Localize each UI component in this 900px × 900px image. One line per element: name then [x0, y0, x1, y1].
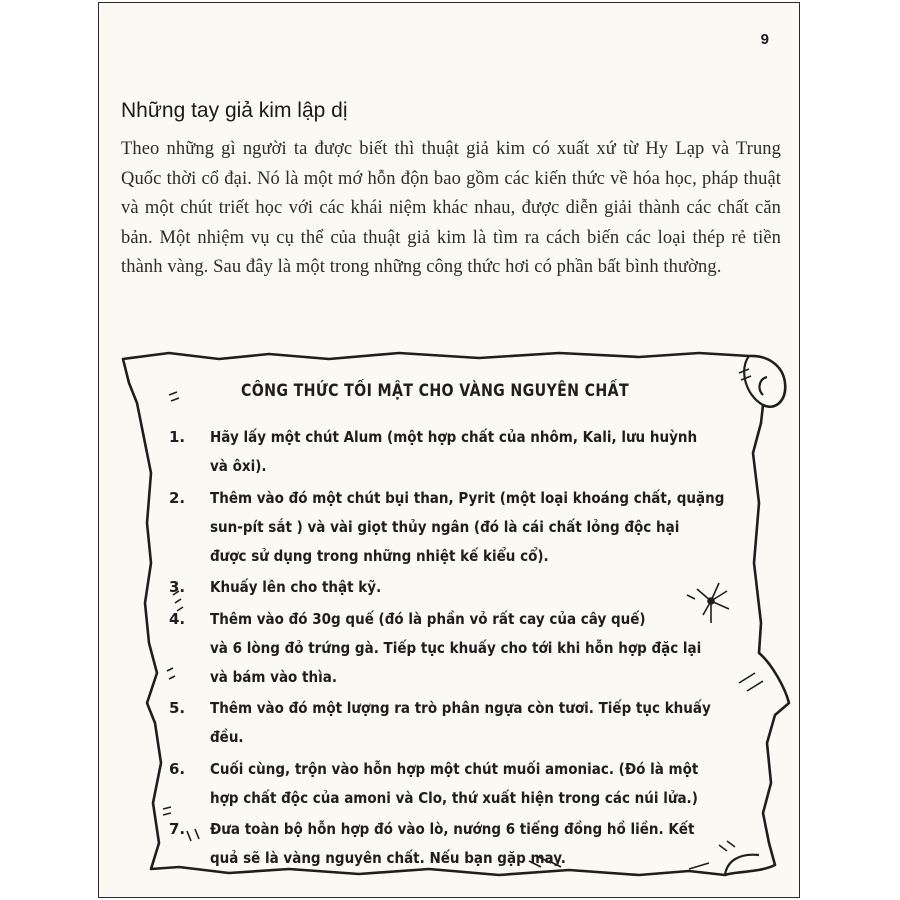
recipe-step	[169, 815, 729, 873]
step-line: và 6 lòng đỏ trứng gà. Tiếp tục khuấy cho tới khi hỗn hợp đặc lại	[210, 638, 702, 657]
intro-line: Lạp và Trung Quốc thời cổ đại. Nó là một mớ hỗn độn bao gồm các	[121, 139, 781, 189]
step-line: sun-pít sắt ) và vài giọt thủy ngân (đó là cái chất lỏng độc hại	[210, 517, 680, 536]
intro-line: thành vàng. Sau đây là một trong những công thức hơi có phần bất	[121, 257, 621, 277]
intro-line: Theo những gì người ta được biết thì thuật giả kim có xuất xứ từ Hy	[121, 139, 669, 159]
section-title: Những tay giả kim lập dị	[121, 99, 348, 122]
recipe-step	[169, 605, 729, 692]
step-line: Cuối cùng, trộn vào hỗn hợp một chút muối amoniac. (Đó là một	[210, 759, 699, 778]
recipe-step	[169, 484, 729, 571]
step-line: quả sẽ là vàng nguyên chất. Nếu bạn gặp may.	[210, 849, 566, 867]
book-page	[98, 2, 800, 898]
step-line: Khuấy lên cho thật kỹ.	[210, 578, 382, 596]
intro-line: vụ cụ thể của thuật giả kim là tìm ra cách biến các loại thép rẻ tiền	[250, 227, 781, 248]
step-number: 4.	[169, 609, 186, 628]
step-number: 6.	[169, 759, 186, 778]
step-line: và ôxi).	[210, 457, 267, 475]
recipe-step	[169, 694, 729, 752]
recipe-step	[169, 423, 729, 481]
step-line: Thêm vào đó 30g quế (đó là phần vỏ rất cay của cây quế)	[210, 609, 646, 628]
step-number: 2.	[169, 488, 186, 507]
intro-line: kiến thức về hóa học, pháp thuật và một chút triết học với các khái	[121, 168, 781, 218]
step-line: và bám vào thìa.	[210, 667, 337, 686]
recipe-step	[169, 755, 729, 813]
page-number: 9	[760, 31, 769, 48]
step-line: Thêm vào đó một lượng ra trò phân ngựa còn tươi. Tiếp tục khuấy đều.	[210, 699, 711, 746]
recipe-step	[169, 573, 729, 602]
step-line: hợp chất độc của amoni và Clo, thứ xuất hiện trong các núi lửa.)	[210, 788, 698, 807]
step-line: được sử dụng trong những nhiệt kế kiểu cổ).	[210, 546, 549, 565]
step-line: Đưa toàn bộ hỗn hợp đó vào lò, nướng 6 tiếng đồng hồ liền. Kết	[210, 820, 695, 838]
intro-line: bình thường.	[625, 257, 722, 277]
step-line: Thêm vào đó một chút bụi than, Pyrit (một loại khoáng chất, quặng	[210, 488, 725, 507]
step-number: 3.	[169, 578, 186, 596]
step-number: 1.	[169, 428, 186, 446]
step-line: Hãy lấy một chút Alum (một hợp chất của nhôm, Kali, lưu huỳnh	[210, 428, 698, 446]
recipe-steps	[169, 423, 729, 876]
step-number: 5.	[169, 699, 186, 717]
recipe-title: CÔNG THỨC TỐI MẬT CHO VÀNG NGUYÊN CHẤT	[241, 381, 630, 400]
step-number: 7.	[169, 820, 186, 838]
intro-line: niệm khác nhau, được diễn giải thành các chất căn bản. Một nhiệm	[121, 198, 781, 248]
